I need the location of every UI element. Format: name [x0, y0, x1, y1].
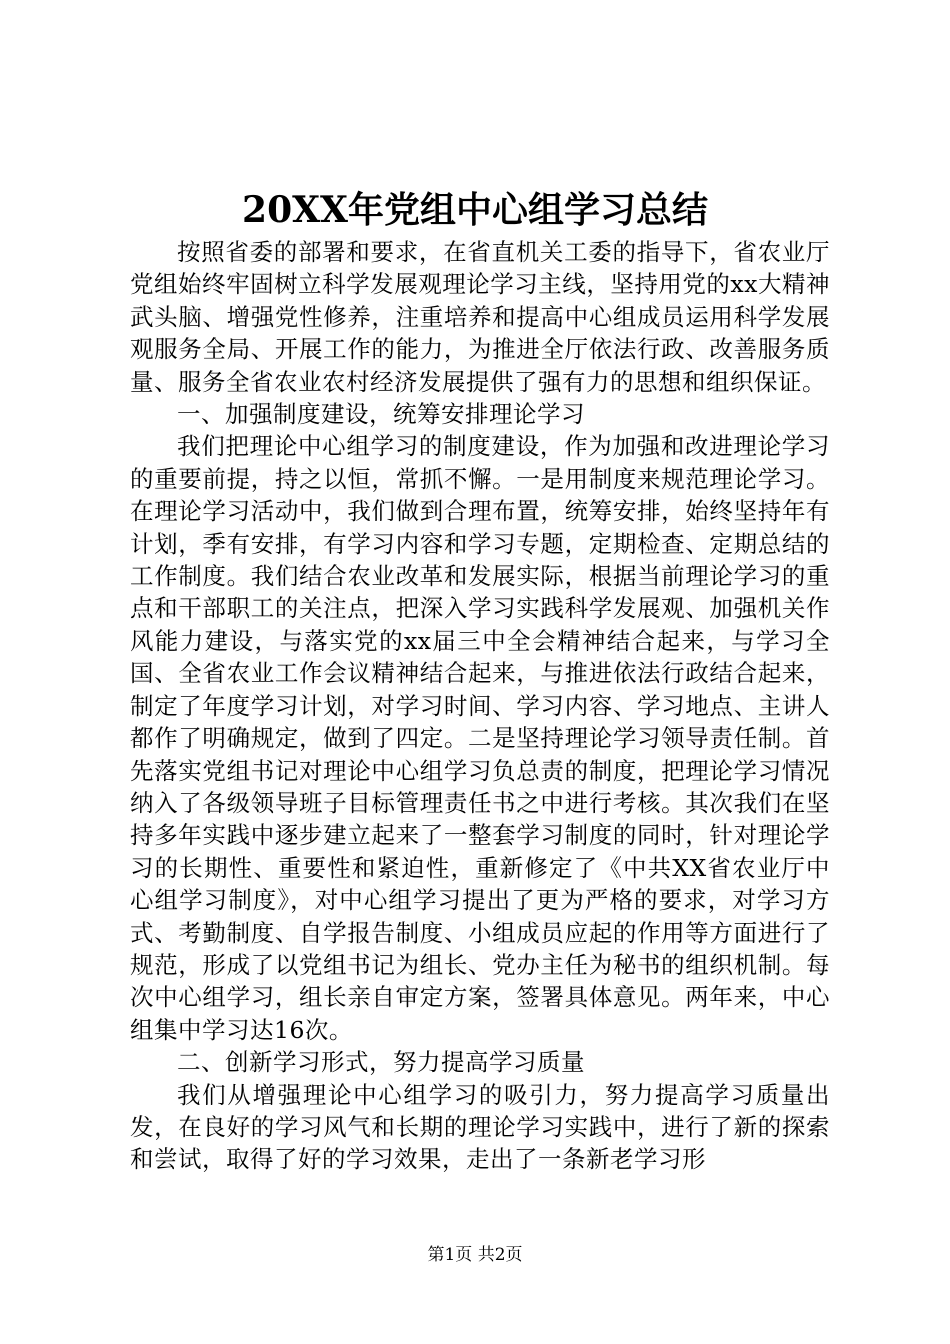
page-number-footer: 第1页 共2页 [427, 1245, 523, 1265]
document-title: 20XX年党组中心组学习总结 [242, 189, 708, 231]
document-body [130, 236, 830, 1176]
paragraph-section-2: 我们从增强理论中心组学习的吸引力，努力提高学习质量出发，在良好的学习风气和长期的理论学习实践中，进行了新的探索和尝试，取得了好的学习效果，走出了一条新老学习形 [130, 1080, 830, 1174]
section-heading-2: 二、创新学习形式，努力提高学习质量 [177, 1048, 585, 1077]
paragraph-intro: 按照省委的部署和要求，在省直机关工委的指导下，省农业厅党组始终牢固树立科学发展观理论学习主线，坚持用党的xx大精神武头脑、增强党性修养，注重培养和提高中心组成员运用科学发展观服务全局、开展工作的能力，为推进全厅依法行政、改善服务质量、服务全省农业农村经济发展提供了强有力的思想和组织保证。 [130, 238, 830, 396]
paragraph-section-1: 我们把理论中心组学习的制度建设，作为加强和改进理论学习的重要前提，持之以恒，常抓不懈。一是用制度来规范理论学习。在理论学习活动中，我们做到合理布置，统筹安排，始终坚持年有计划，季有安排，有学习内容和学习专题，定期检查、定期总结的工作制度。我们结合农业改革和发展实际，根据当前理论学习的重点和干部职工的关注点，把深入学习实践科学发展观、加强机关作风能力建设，与落实党的xx届三中全会精神结合起来，与学习全国、全省农业工作会议精神结合起来，与推进依法行政结合起来，制定了年度学习计划，对学习时间、学习内容、学习地点、主讲人都作了明确规定，做到了四定。二是坚持理论学习领导责任制。首先落实党组书记对理论中心组学习负总责的制度，把理论学习情况纳入了各级领导班子目标管理责任书之中进行考核。其次我们在坚持多年实践中逐步建立起来了一整套学习制度的同时，针对理论学习的长期性、重要性和紧迫性，重新修定了《中共XX省农业厅中心组学习制度》，对中心组学习提出了更为严格的要求，对学习方式、考勤制度、自学报告制度、小组成员应起的作用等方面进行了规范，形成了以党组书记为组长、党办主任为秘书的组织机制。每次中心组学习，组长亲自审定方案，签署具体意见。两年来，中心组集中学习达16次。 [130, 432, 830, 1044]
section-heading-1: 一、加强制度建设，统筹安排理论学习 [177, 400, 585, 429]
